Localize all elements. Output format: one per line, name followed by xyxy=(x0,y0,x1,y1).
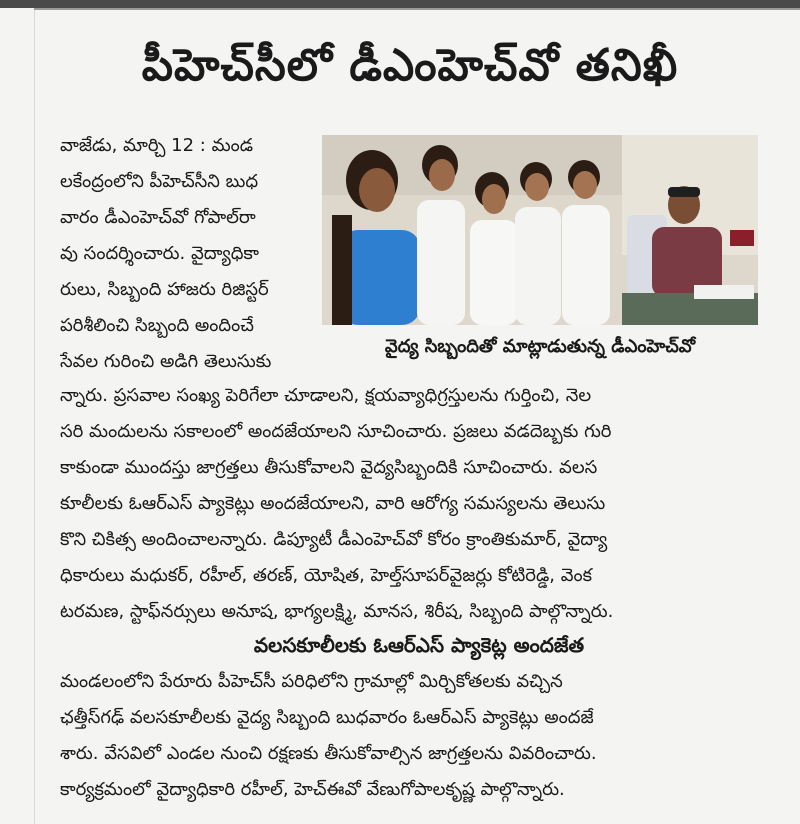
body-line: మండలంలోని పేరూరు పీహెచ్‌సీ పరిధిలోని గ్రామాల్లో మిర్చికోతలకు వచ్చిన xyxy=(60,671,563,692)
headline: పీహెచ్‌సీలో డీఎంహెచ్‌వో తనిఖీ xyxy=(141,40,679,91)
body-line: పరిశీలించి సిబ్బంది అందించే xyxy=(60,315,254,336)
body-text-left-column xyxy=(60,128,314,380)
top-rule xyxy=(34,8,800,10)
body-line: రులు, సిబ్బంది హాజరు రిజిస్టర్ xyxy=(60,279,269,300)
sub-headline: వలసకూలీలకు ఓఆర్‌ఎస్ ప్యాకెట్ల అందజేత xyxy=(253,633,585,657)
body-line: వారం డీఎంహెచ్‌వో గోపాల్‌రా xyxy=(60,207,256,228)
body-line: కార్యక్రమంలో వైద్యాధికారి రహీల్, హెచ్ఈవో వేణుగోపాలకృష్ణ పాల్గొన్నారు. xyxy=(60,779,565,800)
body-line: లకేంద్రంలోని పీహెచ్‌సీని బుధ xyxy=(60,171,259,192)
body-line: టరమణ, స్టాఫ్‌నర్సులు అనూష, భాగ్యలక్ష్మి, మానస, శిరీష, సిబ్బంది పాల్గొన్నారు. xyxy=(60,601,614,622)
body-line: వాజేడు, మార్చి 12 : మండ xyxy=(60,135,254,156)
left-column-rule xyxy=(34,10,35,824)
body-line: న్నారు. ప్రసవాల సంఖ్య పెరిగేలా చూడాలని, క్షయవ్యాధిగ్రస్తులను గుర్తించి, నెల xyxy=(60,385,592,406)
body-line: కొని చికిత్స అందించాలన్నారు. డిప్యూటీ డీఎంహెచ్‌వో కోరం క్రాంతికుమార్, వైద్యా xyxy=(60,529,608,550)
body-text-full-width xyxy=(60,378,778,630)
body-text-second-story xyxy=(60,664,778,808)
photo-caption: వైద్య సిబ్బందితో మాట్లాడుతున్న డీఎంహెచ్‌వో xyxy=(384,336,696,357)
body-line: సేవల గురించి అడిగి తెలుసుకు xyxy=(60,351,272,372)
body-line: ఛత్తీస్‌గఢ్ వలసకూలీలకు వైద్య సిబ్బంది బుధవారం ఓఆర్‌ఎస్ ప్యాకెట్లు అందజే xyxy=(60,707,594,728)
news-photo-illustration xyxy=(322,135,758,325)
body-line: శారు. వేసవిలో ఎండల నుంచి రక్షణకు తీసుకోవాల్సిన జాగ్రత్తలను వివరించారు. xyxy=(60,743,597,764)
news-photo xyxy=(322,135,758,325)
body-line: ధికారులు మధుకర్, రహీల్, తరణ్, యోషిత, హెల్త్‌సూపర్‌వైజర్లు కోటిరెడ్డి, వెంక xyxy=(60,565,593,586)
top-bar xyxy=(0,0,800,8)
body-line: కూలీలకు ఓఆర్‌ఎస్ ప్యాకెట్లు అందజేయాలని, వారి ఆరోగ్య సమస్యలను తెలుసు xyxy=(60,493,606,514)
body-line: వు సందర్శించారు. వైద్యాధికా xyxy=(60,243,260,264)
body-line: కాకుండా ముందస్తు జాగ్రత్తలు తీసుకోవాలని వైద్యసిబ్బందికి సూచించారు. వలస xyxy=(60,457,598,478)
body-line: సరి మందులను సకాలంలో అందజేయాలని సూచించారు. ప్రజలు వడదెబ్బకు గురి xyxy=(60,421,612,442)
